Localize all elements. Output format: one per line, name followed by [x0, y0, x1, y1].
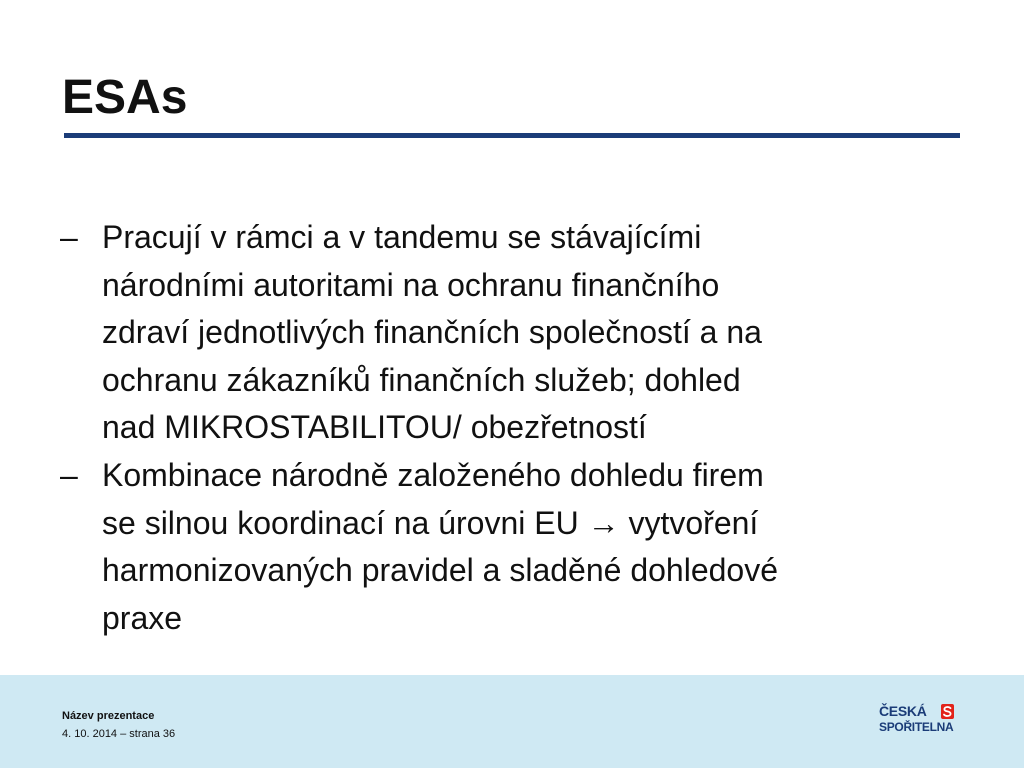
bullet-line: praxe: [102, 599, 183, 636]
title-underline: [64, 133, 960, 138]
bullet-list: [60, 214, 960, 642]
bullet-item: [60, 452, 960, 642]
bullet-line: národními autoritami na ochranu finančního: [102, 266, 720, 303]
bullet-dash: –: [60, 219, 78, 255]
bullet-dash: –: [60, 456, 78, 493]
logo-s-mark-icon: [941, 704, 954, 719]
bullet-line: harmonizovaných pravidel a sladěné dohledové: [102, 552, 778, 589]
bullet-line: nad MIKROSTABILITOU/ obezřetností: [102, 409, 647, 446]
footer-bar: [0, 675, 1024, 768]
slide-title: ESAs: [62, 71, 188, 124]
bullet-line: Kombinace národně založeného dohledu firem: [102, 456, 764, 493]
date-and-page: 4. 10. 2014 – strana 36: [62, 728, 176, 740]
logo-text-line2: SPOŘITELNA: [879, 720, 954, 734]
logo-text-line1: ČESKÁ: [879, 703, 927, 719]
bullet-line: ochranu zákazníků finančních služeb; dohled: [102, 361, 741, 398]
bullet-line: Pracují v rámci a v tandemu se stávajícími: [102, 219, 702, 255]
bullet-line: se silnou koordinací na úrovni EU → vytvoření: [102, 504, 759, 541]
ceska-sporitelna-logo: [879, 703, 959, 739]
bullet-line: zdraví jednotlivých finančních společností a na: [102, 314, 762, 351]
bullet-item: [60, 214, 960, 452]
presentation-name: Název prezentace: [62, 710, 155, 722]
